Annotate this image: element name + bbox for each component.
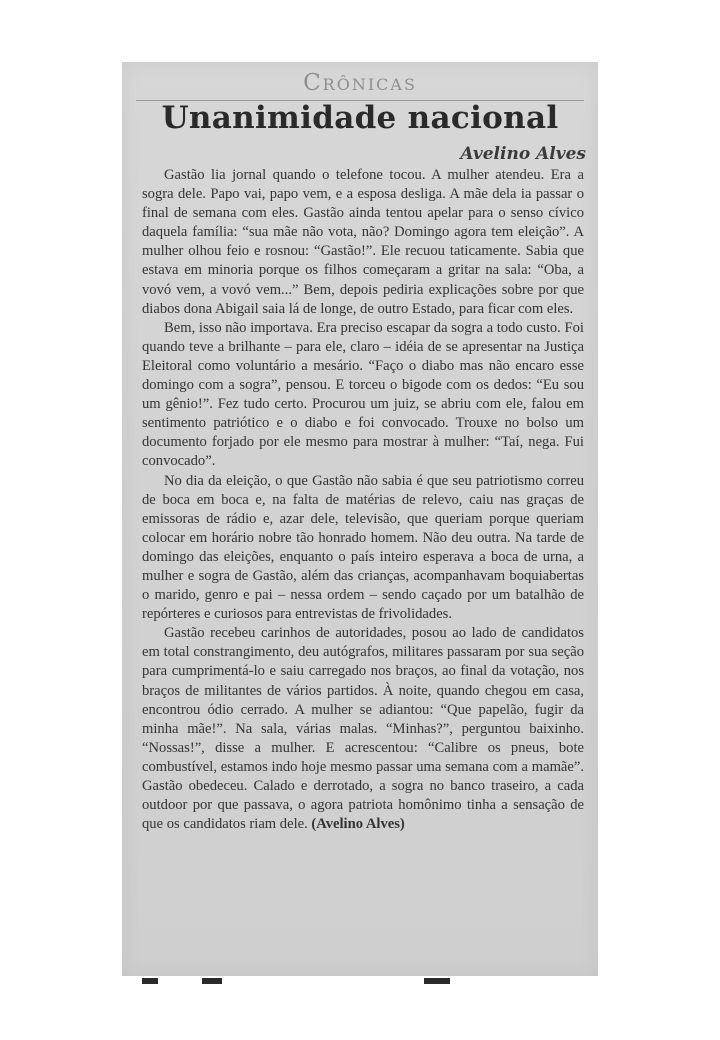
edge-mark xyxy=(142,978,158,984)
paragraph-4 xyxy=(142,624,584,834)
article-title: Unanimidade nacional xyxy=(161,100,559,136)
author-byline: Avelino Alves xyxy=(460,144,586,164)
edge-mark xyxy=(202,978,222,984)
author-signature: (Avelino Alves) xyxy=(311,816,405,833)
paragraph-3: No dia da eleição, o que Gastão não sabia é que seu patriotismo correu de boca em boca e, na falta de matérias de relevo, caiu nas graças de emissoras de rádio e, azar dele, televisão, que queriam porque queriam colocar em horário nobre tão honrado homem. Não deu outra. Na tarde de domingo das eleições, enquanto o país inteiro esperava a boca de urna, a mulher e sogra de Gastão, além das crianças, acompanhavam boquiabertas o marido, genro e pai – nessa ordem – sendo caçado por um batalhão de repórteres e curiosos para entrevistas de frivolidades. xyxy=(142,472,584,623)
section-heading: Crônicas xyxy=(303,70,417,96)
newspaper-clipping xyxy=(122,62,598,976)
paragraph-1: Gastão lia jornal quando o telefone tocou. A mulher atendeu. Era a sogra dele. Papo vai, papo vem, e a esposa desliga. A mãe dela ia passar o final de semana com eles. Gastão ainda tentou apelar para o senso cívico daquela família: “sua mãe não vota, não? Domingo agora tem eleição”. A mulher olhou feio e rosnou: “Gastão!”. Ele recuou taticamente. Sabia que estava em minoria porque os filhos começaram a gritar na sala: “Oba, a vovó vem, a vovó vem...” Bem, depois pediria explicações sobre por que diabos dona Abigail saia lá de longe, de outro Estado, para ficar com eles. xyxy=(142,167,584,317)
paragraph-4-text: Gastão recebeu carinhos de autoridades, posou ao lado de candidatos em total constrangimento, deu autógrafos, militares passaram por sua seção para cumprimentá-lo e saiu carregado nos braços, ao final da votação, nos braços de militantes de vários partidos. À noite, quando chegou em casa, encontrou ódio cerrado. A mulher se adiantou: “Que papelão, fugir da minha mãe!”. Na sala, várias malas. “Minhas?”, perguntou baixinho. “Nossas!”, disse a mulher. E acrescentou: “Calibre os pneus, bote combustível, estamos indo hoje mesmo passar uma semana com a mamãe”. Gastão obedeceu. Calado e derrotado, a sogra no banco traseiro, a cada outdoor por que passava, o agora patriota homônimo tinha a sensação de que os candidatos riam dele. xyxy=(142,625,584,833)
article-body xyxy=(142,166,584,834)
paragraph-2: Bem, isso não importava. Era preciso escapar da sogra a todo custo. Foi quando teve a brilhante – para ele, claro – idéia de se apresentar na Justiça Eleitoral como voluntário a mesário. “Faço o diabo mas não encaro esse domingo com a sogra”, pensou. E torceu o bigode com os dedos: “Eu sou um gênio!”. Fez tudo certo. Procurou um juiz, se abriu com ele, falou em sentimento patriótico e o diabo e foi convocado. Trouxe no bolso um documento forjado por ele mesmo para mostrar à mulher: “Taí, nega. Fui convocado”. xyxy=(142,319,584,470)
edge-mark xyxy=(424,978,450,984)
cut-edge-marks xyxy=(142,978,582,984)
